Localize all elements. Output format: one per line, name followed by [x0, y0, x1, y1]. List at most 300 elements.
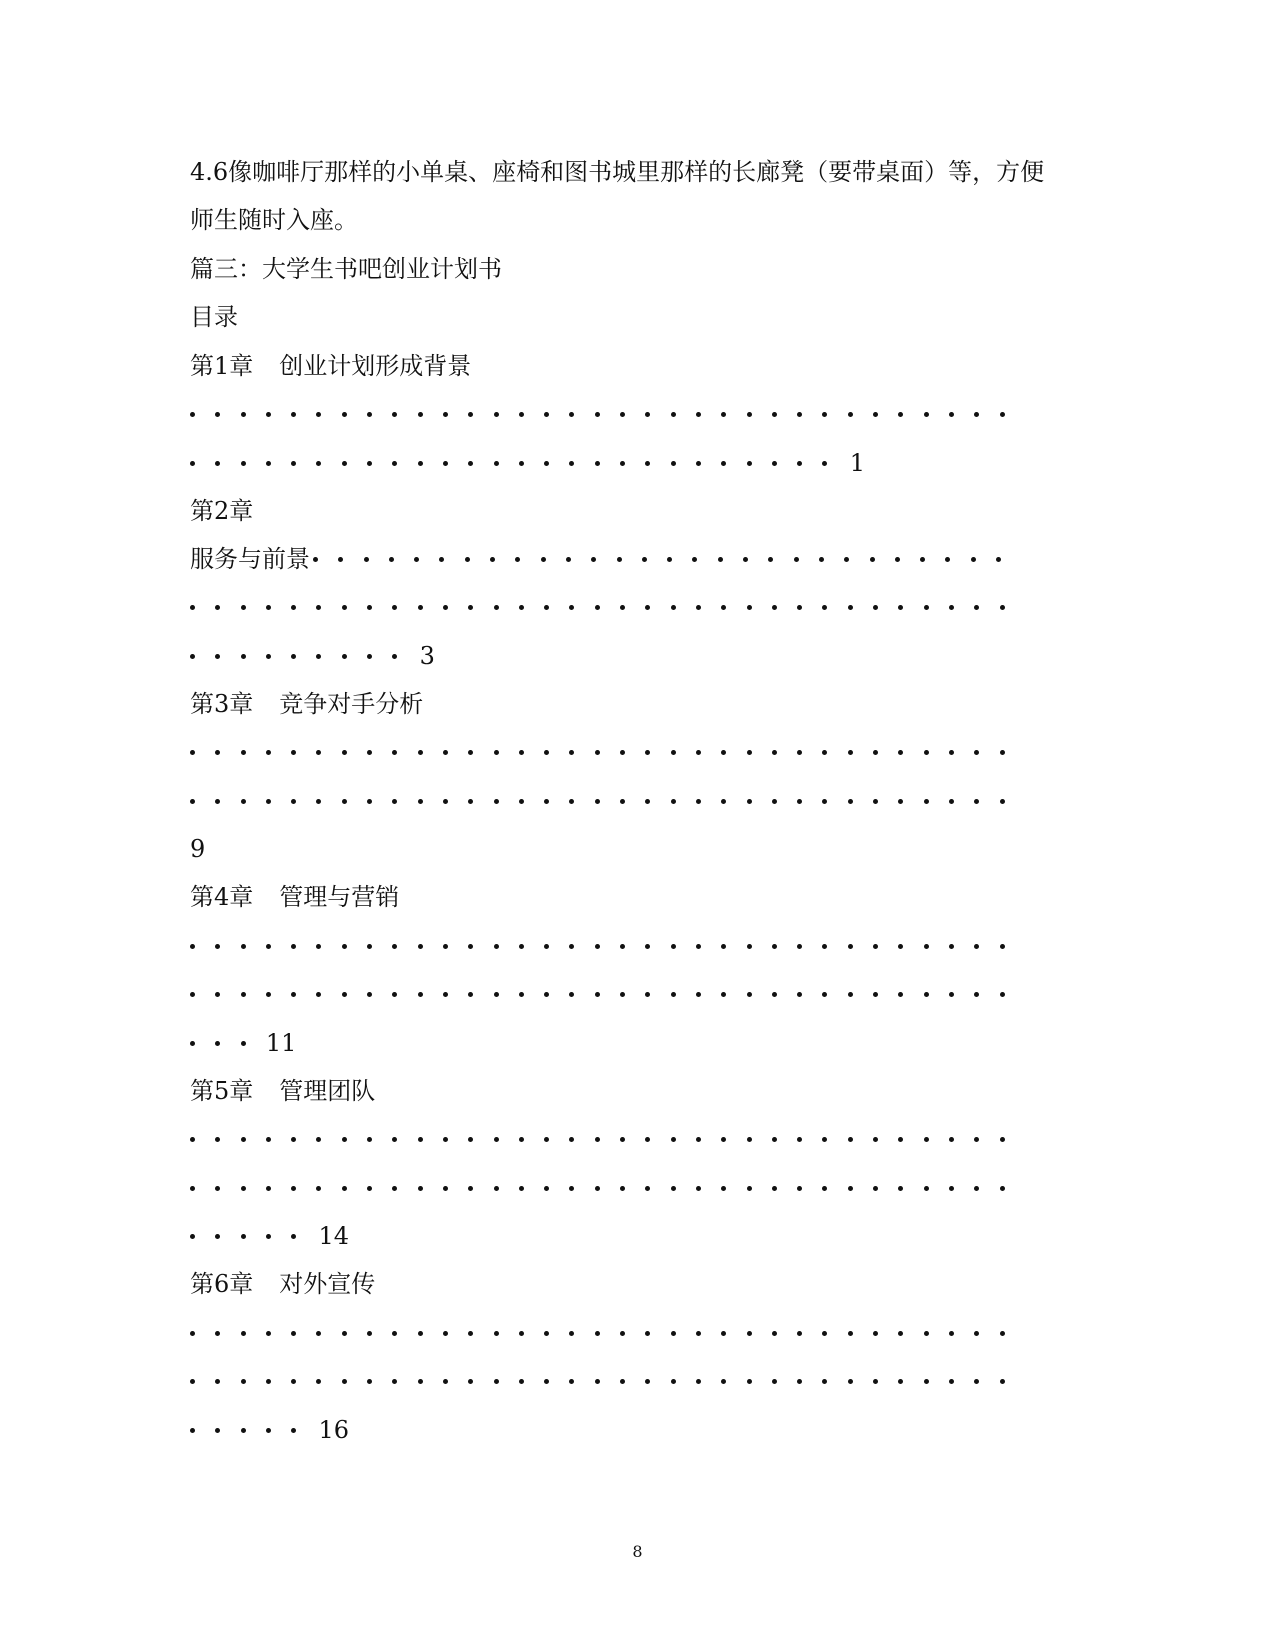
page-number-footer: 8: [632, 1542, 643, 1561]
leader-dot: [190, 992, 195, 997]
leader-dot: [266, 750, 271, 755]
leader-dot: [645, 1186, 650, 1191]
leader-dot: [418, 1137, 423, 1142]
leader-dot: [468, 461, 473, 466]
toc-leader-dots: [190, 930, 1025, 962]
leader-dot: [620, 1379, 625, 1384]
toc-chapter-title: 竞争对手分析: [279, 690, 424, 718]
leader-dot: [620, 1331, 625, 1336]
leader-dot: [266, 461, 271, 466]
leader-dot: [822, 1186, 827, 1191]
toc-leader-dots: [190, 1414, 349, 1446]
leader-dot: [772, 799, 777, 804]
leader-dot: [215, 654, 220, 659]
leader-dot: [949, 992, 954, 997]
toc-leader-dots: [190, 736, 1025, 768]
leader-dot: [898, 1379, 903, 1384]
leader-dot: [316, 461, 321, 466]
leader-dot: [241, 944, 246, 949]
toc-leader-dots: [190, 1220, 349, 1252]
toc-leader-dots: [190, 447, 865, 479]
toc-chapter-number: 第1章: [190, 352, 254, 380]
leader-dot: [772, 412, 777, 417]
toc-entry-3: [190, 688, 423, 720]
leader-dot: [797, 605, 802, 610]
leader-dot: [266, 799, 271, 804]
leader-dot: [190, 1428, 195, 1433]
toc-chapter-title: 对外宣传: [279, 1270, 376, 1298]
leader-dot: [266, 944, 271, 949]
leader-dot: [544, 1186, 549, 1191]
leader-dot: [342, 654, 347, 659]
toc-leader-dots: [190, 1172, 1025, 1204]
leader-dot: [241, 992, 246, 997]
leader-dot: [974, 799, 979, 804]
leader-dot: [418, 461, 423, 466]
leader-dot: [215, 992, 220, 997]
leader-dot: [190, 750, 195, 755]
leader-dot: [367, 1379, 372, 1384]
leader-dot: [519, 944, 524, 949]
leader-dot: [974, 1379, 979, 1384]
leader-dot: [418, 1331, 423, 1336]
leader-dot: [291, 799, 296, 804]
leader-dot: [898, 799, 903, 804]
leader-dot: [924, 944, 929, 949]
leader-dot: [620, 750, 625, 755]
leader-dot: [190, 1234, 195, 1239]
leader-dot: [367, 799, 372, 804]
leader-dot: [443, 1379, 448, 1384]
leader-dot: [215, 1234, 220, 1239]
leader-dot: [772, 1379, 777, 1384]
leader-dot: [190, 1041, 195, 1046]
leader-dot: [721, 461, 726, 466]
leader-dot: [316, 1379, 321, 1384]
leader-dot: [671, 1331, 676, 1336]
leader-dot: [645, 799, 650, 804]
leader-dot: [291, 992, 296, 997]
leader-dot: [443, 992, 448, 997]
leader-dot: [696, 1331, 701, 1336]
leader-dot: [338, 557, 343, 562]
leader-dot: [595, 1186, 600, 1191]
leader-dot: [974, 944, 979, 949]
leader-dot: [392, 1137, 397, 1142]
leader-dot: [494, 750, 499, 755]
leader-dot: [190, 944, 195, 949]
leader-dot: [974, 1331, 979, 1336]
leader-dot: [443, 1331, 448, 1336]
leader-dot: [316, 992, 321, 997]
leader-dot: [822, 461, 827, 466]
leader-dot: [569, 1137, 574, 1142]
leader-dot: [316, 1331, 321, 1336]
toc-chapter-title: 管理与营销: [279, 883, 400, 911]
leader-dot: [241, 1234, 246, 1239]
leader-dot: [569, 1379, 574, 1384]
leader-dot: [241, 1041, 246, 1046]
leader-dot: [898, 750, 903, 755]
leader-dot: [468, 1137, 473, 1142]
leader-dot: [190, 412, 195, 417]
leader-dot: [797, 1186, 802, 1191]
leader-dot: [468, 412, 473, 417]
leader-dot: [848, 1331, 853, 1336]
leader-dot: [718, 557, 723, 562]
leader-dot: [794, 557, 799, 562]
leader-dot: [721, 1186, 726, 1191]
leader-dot: [544, 461, 549, 466]
leader-dot: [974, 412, 979, 417]
leader-dot: [519, 992, 524, 997]
leader-dot: [971, 557, 976, 562]
leader-dot: [595, 750, 600, 755]
leader-dot: [696, 750, 701, 755]
leader-dot: [1000, 750, 1005, 755]
leader-dot: [569, 992, 574, 997]
leader-dot: [620, 799, 625, 804]
leader-dot: [645, 944, 650, 949]
leader-dot: [291, 461, 296, 466]
leader-dot: [1000, 799, 1005, 804]
leader-dot: [797, 1331, 802, 1336]
leader-dot: [544, 1137, 549, 1142]
leader-dot: [772, 1186, 777, 1191]
leader-dot: [747, 1186, 752, 1191]
leader-dot: [215, 605, 220, 610]
toc-chapter-title: 创业计划形成背景: [279, 352, 472, 380]
leader-dot: [364, 557, 369, 562]
leader-dot: [924, 1186, 929, 1191]
leader-dot: [822, 605, 827, 610]
leader-dot: [696, 1186, 701, 1191]
leader-dot: [342, 412, 347, 417]
leader-dot: [342, 799, 347, 804]
leader-dot: [822, 992, 827, 997]
leader-dot: [215, 799, 220, 804]
leader-dot: [266, 992, 271, 997]
leader-dot: [519, 799, 524, 804]
leader-dot: [721, 1379, 726, 1384]
leader-dot: [291, 1379, 296, 1384]
leader-dot: [389, 557, 394, 562]
leader-dot: [392, 654, 397, 659]
leader-dot: [949, 750, 954, 755]
leader-dot: [671, 992, 676, 997]
leader-dot: [215, 1041, 220, 1046]
leader-dot: [544, 412, 549, 417]
leader-dot: [696, 1379, 701, 1384]
leader-dot: [190, 605, 195, 610]
leader-dot: [1000, 1137, 1005, 1142]
toc-chapter-title: 服务与前景: [190, 545, 310, 573]
leader-dot: [342, 1379, 347, 1384]
toc-entry-2: [190, 543, 310, 575]
leader-dot: [494, 412, 499, 417]
leader-dot: [241, 1428, 246, 1433]
leader-dot: [241, 1137, 246, 1142]
leader-dot: [519, 1379, 524, 1384]
leader-dot: [595, 992, 600, 997]
leader-dot: [898, 605, 903, 610]
leader-dot: [266, 1428, 271, 1433]
leader-dot: [898, 1331, 903, 1336]
leader-dot: [645, 412, 650, 417]
leader-dot: [747, 1379, 752, 1384]
leader-dot: [468, 799, 473, 804]
leader-dot: [797, 412, 802, 417]
toc-page-number: 3: [419, 642, 435, 670]
leader-dot: [595, 1137, 600, 1142]
leader-dot: [721, 992, 726, 997]
leader-dot: [392, 1379, 397, 1384]
leader-dot: [949, 1379, 954, 1384]
leader-dot: [190, 1379, 195, 1384]
leader-dot: [468, 1186, 473, 1191]
toc-leader-dots: [190, 591, 1025, 623]
leader-dot: [974, 992, 979, 997]
toc-entry-4: [190, 881, 399, 913]
leader-dot: [544, 1331, 549, 1336]
leader-dot: [822, 944, 827, 949]
leader-dot: [873, 992, 878, 997]
toc-leader-dots: [190, 1365, 1025, 1397]
leader-dot: [768, 557, 773, 562]
leader-dot: [215, 1137, 220, 1142]
leader-dot: [569, 412, 574, 417]
leader-dot: [190, 1137, 195, 1142]
leader-dot: [241, 605, 246, 610]
leader-dot: [772, 992, 777, 997]
leader-dot: [595, 799, 600, 804]
leader-dot: [519, 461, 524, 466]
leader-dot: [873, 1379, 878, 1384]
leader-dot: [620, 1186, 625, 1191]
leader-dot: [392, 1331, 397, 1336]
leader-dot: [544, 605, 549, 610]
leader-dot: [215, 461, 220, 466]
toc-leader-dots: [313, 543, 1021, 575]
leader-dot: [443, 1186, 448, 1191]
leader-dot: [873, 1331, 878, 1336]
leader-dot: [873, 1137, 878, 1142]
leader-dot: [898, 412, 903, 417]
toc-leader-dots: [190, 640, 435, 672]
leader-dot: [721, 799, 726, 804]
toc-leader-dots: [190, 785, 1025, 817]
leader-dot: [945, 557, 950, 562]
leader-dot: [443, 461, 448, 466]
leader-dot: [494, 992, 499, 997]
body-paragraph-line: 师生随时入座。: [190, 206, 358, 234]
leader-dot: [190, 461, 195, 466]
leader-dot: [342, 461, 347, 466]
leader-dot: [515, 557, 520, 562]
leader-dot: [696, 605, 701, 610]
toc-chapter-number: 第2章: [190, 497, 254, 525]
leader-dot: [924, 799, 929, 804]
leader-dot: [645, 1331, 650, 1336]
leader-dot: [645, 605, 650, 610]
leader-dot: [342, 944, 347, 949]
leader-dot: [367, 412, 372, 417]
leader-dot: [898, 1186, 903, 1191]
leader-dot: [241, 1186, 246, 1191]
leader-dot: [924, 1137, 929, 1142]
leader-dot: [443, 1137, 448, 1142]
leader-dot: [494, 799, 499, 804]
leader-dot: [747, 944, 752, 949]
leader-dot: [443, 412, 448, 417]
toc-chapter-number: 第3章: [190, 690, 254, 718]
leader-dot: [342, 1186, 347, 1191]
leader-dot: [569, 605, 574, 610]
leader-dot: [873, 944, 878, 949]
leader-dot: [721, 944, 726, 949]
leader-dot: [645, 1379, 650, 1384]
leader-dot: [367, 1137, 372, 1142]
toc-chapter-number: 第4章: [190, 883, 254, 911]
body-paragraph-line: 4.6像咖啡厅那样的小单桌、座椅和图书城里那样的长廊凳（要带桌面）等，方便: [190, 158, 1045, 186]
leader-dot: [620, 412, 625, 417]
leader-dot: [215, 1186, 220, 1191]
leader-dot: [342, 992, 347, 997]
leader-dot: [569, 750, 574, 755]
leader-dot: [316, 799, 321, 804]
leader-dot: [721, 605, 726, 610]
leader-dot: [822, 1331, 827, 1336]
leader-dot: [873, 750, 878, 755]
leader-dot: [924, 750, 929, 755]
leader-dot: [1000, 992, 1005, 997]
leader-dot: [772, 461, 777, 466]
leader-dot: [949, 1186, 954, 1191]
leader-dot: [822, 1137, 827, 1142]
leader-dot: [595, 412, 600, 417]
leader-dot: [721, 750, 726, 755]
leader-dot: [924, 605, 929, 610]
leader-dot: [392, 992, 397, 997]
leader-dot: [190, 799, 195, 804]
leader-dot: [822, 750, 827, 755]
leader-dot: [696, 992, 701, 997]
leader-dot: [1000, 605, 1005, 610]
leader-dot: [620, 992, 625, 997]
leader-dot: [898, 944, 903, 949]
leader-dot: [494, 1331, 499, 1336]
leader-dot: [974, 1137, 979, 1142]
leader-dot: [772, 605, 777, 610]
leader-dot: [291, 654, 296, 659]
leader-dot: [190, 654, 195, 659]
leader-dot: [392, 605, 397, 610]
leader-dot: [468, 1379, 473, 1384]
leader-dot: [418, 1379, 423, 1384]
leader-dot: [316, 654, 321, 659]
section-heading: 篇三：大学生书吧创业计划书: [190, 255, 502, 283]
leader-dot: [266, 1379, 271, 1384]
toc-page-number: 11: [265, 1029, 297, 1057]
toc-leader-dots: [190, 1123, 1025, 1155]
leader-dot: [418, 605, 423, 610]
leader-dot: [266, 1137, 271, 1142]
leader-dot: [266, 1331, 271, 1336]
leader-dot: [772, 750, 777, 755]
leader-dot: [566, 557, 571, 562]
leader-dot: [367, 1331, 372, 1336]
leader-dot: [418, 799, 423, 804]
toc-title: 目录: [190, 303, 238, 331]
leader-dot: [645, 461, 650, 466]
leader-dot: [367, 750, 372, 755]
leader-dot: [316, 1186, 321, 1191]
leader-dot: [920, 557, 925, 562]
leader-dot: [797, 992, 802, 997]
leader-dot: [443, 605, 448, 610]
leader-dot: [291, 605, 296, 610]
leader-dot: [468, 992, 473, 997]
leader-dot: [949, 412, 954, 417]
leader-dot: [291, 412, 296, 417]
leader-dot: [848, 799, 853, 804]
leader-dot: [595, 605, 600, 610]
leader-dot: [266, 605, 271, 610]
leader-dot: [266, 654, 271, 659]
toc-page-number: 16: [318, 1416, 350, 1444]
leader-dot: [645, 750, 650, 755]
leader-dot: [241, 461, 246, 466]
leader-dot: [721, 1331, 726, 1336]
toc-chapter-number: 第5章: [190, 1077, 254, 1105]
leader-dot: [266, 412, 271, 417]
leader-dot: [873, 799, 878, 804]
leader-dot: [873, 605, 878, 610]
leader-dot: [418, 412, 423, 417]
leader-dot: [747, 461, 752, 466]
leader-dot: [215, 1379, 220, 1384]
leader-dot: [870, 557, 875, 562]
leader-dot: [569, 799, 574, 804]
leader-dot: [465, 557, 470, 562]
toc-entry-1: [190, 350, 471, 382]
leader-dot: [313, 557, 318, 562]
leader-dot: [924, 1331, 929, 1336]
leader-dot: [895, 557, 900, 562]
leader-dot: [490, 557, 495, 562]
leader-dot: [696, 799, 701, 804]
leader-dot: [721, 1137, 726, 1142]
leader-dot: [544, 750, 549, 755]
leader-dot: [544, 1379, 549, 1384]
leader-dot: [367, 992, 372, 997]
leader-dot: [241, 799, 246, 804]
leader-dot: [822, 412, 827, 417]
leader-dot: [974, 1186, 979, 1191]
leader-dot: [443, 944, 448, 949]
leader-dot: [316, 1137, 321, 1142]
leader-dot: [696, 944, 701, 949]
leader-dot: [772, 1331, 777, 1336]
leader-dot: [772, 944, 777, 949]
leader-dot: [949, 799, 954, 804]
leader-dot: [1000, 944, 1005, 949]
leader-dot: [671, 461, 676, 466]
leader-dot: [342, 1137, 347, 1142]
leader-dot: [569, 944, 574, 949]
leader-dot: [291, 944, 296, 949]
leader-dot: [494, 1137, 499, 1142]
